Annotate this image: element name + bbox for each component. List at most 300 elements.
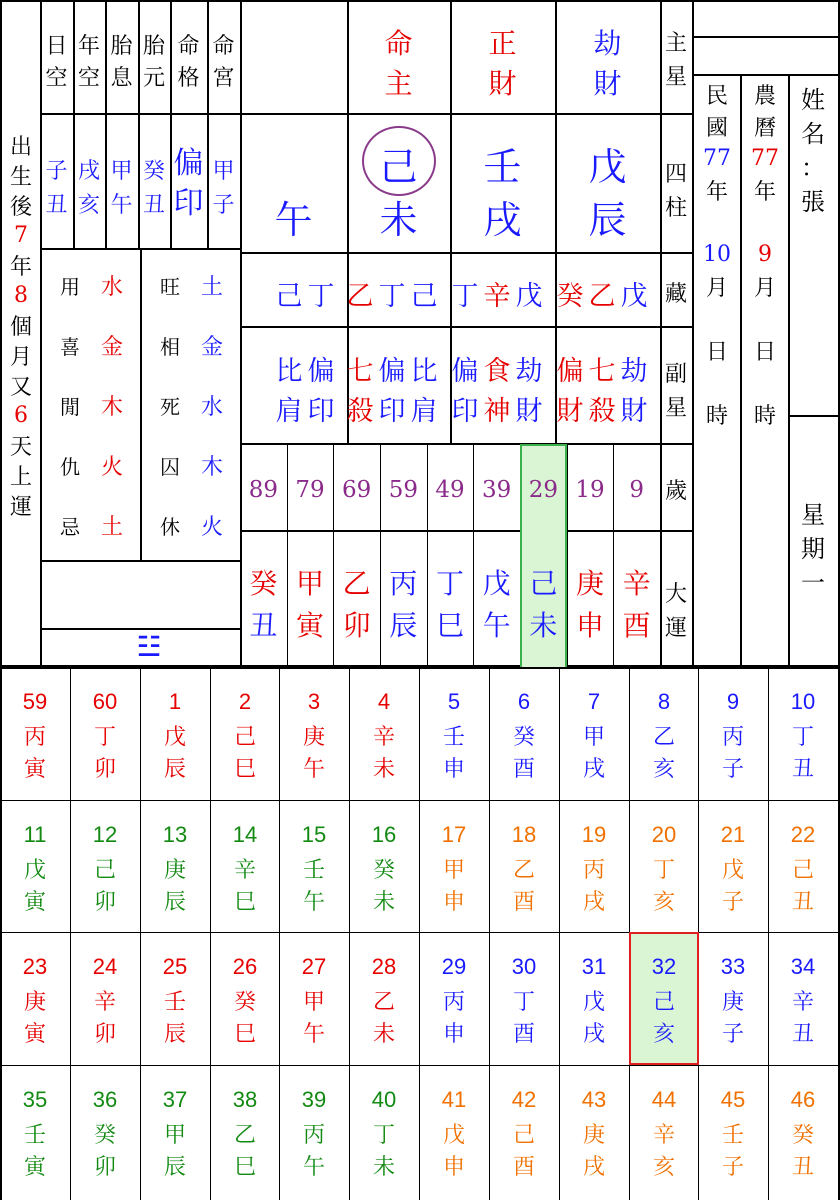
day-master-circle-icon — [362, 126, 436, 196]
sub-star-char: 七 — [346, 355, 374, 387]
year-number: 41 — [441, 1087, 467, 1112]
lunar-date-char: 日 — [753, 339, 776, 365]
gua-name — [170, 632, 210, 662]
year-ganzhi-char: 丑 — [791, 1154, 814, 1180]
year-ganzhi-char: 子 — [721, 1021, 744, 1047]
grid-line — [140, 248, 142, 560]
year-ganzhi-char: 甲 — [163, 1122, 186, 1148]
year-ganzhi-char: 丙 — [442, 989, 465, 1015]
year-ganzhi-char: 壬 — [302, 857, 325, 883]
year-ganzhi-char: 卯 — [93, 756, 116, 782]
margin-char: 生 — [9, 164, 32, 190]
year-ganzhi-char: 亥 — [652, 1154, 675, 1180]
nongli-char: 77 — [751, 145, 779, 171]
year-number: 40 — [371, 1087, 397, 1112]
sub-star-char: 神 — [483, 395, 511, 427]
luck-branch: 午 — [482, 609, 511, 642]
year-ganzhi-char: 未 — [372, 756, 395, 782]
grid-line — [240, 530, 692, 532]
lunar-date-char: 9 — [758, 241, 772, 267]
year-number: 5 — [447, 689, 461, 714]
year-ganzhi-char: 癸 — [791, 1122, 814, 1148]
year-ganzhi-char: 辰 — [163, 1021, 186, 1047]
year-ganzhi-char: 戊 — [582, 989, 605, 1015]
luck-stem: 己 — [529, 567, 558, 600]
element-label: 死 — [160, 394, 180, 419]
small-value-char: 丑 — [45, 192, 68, 218]
sub-star-char: 劫 — [620, 355, 648, 387]
year-ganzhi-char: 亥 — [652, 756, 675, 782]
nongli-char: 農 — [753, 83, 776, 109]
year-number: 14 — [232, 822, 258, 847]
element-value: 火 — [100, 454, 123, 480]
year-ganzhi-char: 甲 — [582, 724, 605, 750]
year-ganzhi-char: 壬 — [23, 1122, 46, 1148]
year-ganzhi-char: 亥 — [652, 1021, 675, 1047]
year-ganzhi-char: 卯 — [93, 1154, 116, 1180]
luck-branch: 丑 — [249, 609, 278, 642]
margin-char: 後 — [9, 194, 32, 220]
sub-star-char: 殺 — [588, 395, 616, 427]
element-label: 喜 — [60, 334, 80, 359]
pillar-branch: 未 — [379, 197, 418, 242]
year-ganzhi-char: 辛 — [93, 989, 116, 1015]
grid-line — [0, 667, 840, 669]
label-age: 歲 — [664, 478, 687, 504]
direction-text — [70, 632, 130, 662]
luck-branch: 辰 — [389, 609, 418, 642]
margin-char: 又 — [9, 374, 32, 400]
year-ganzhi-char: 巳 — [233, 1154, 256, 1180]
year-ganzhi-char: 戊 — [163, 724, 186, 750]
minguo-char: 民 — [705, 83, 728, 109]
year-ganzhi-char: 未 — [372, 1154, 395, 1180]
sub-star-char: 印 — [378, 395, 406, 427]
element-value: 水 — [200, 394, 223, 420]
grid-line — [0, 0, 840, 2]
year-number: 9 — [726, 689, 740, 714]
year-ganzhi-char: 未 — [372, 1021, 395, 1047]
year-number: 21 — [720, 822, 746, 847]
element-value: 金 — [100, 334, 123, 360]
name-char: 張 — [801, 187, 825, 216]
name-char: 姓 — [801, 85, 825, 114]
solar-date-char: 時 — [705, 403, 728, 429]
element-value: 土 — [200, 274, 223, 300]
year-ganzhi-char: 己 — [512, 1122, 535, 1148]
year-label — [694, 38, 840, 72]
lunar-date-char: 月 — [753, 275, 776, 301]
element-label: 用 — [60, 274, 80, 299]
year-ganzhi-char: 己 — [93, 857, 116, 883]
year-number: 30 — [511, 954, 537, 979]
pillar-stem: 戊 — [588, 144, 627, 189]
luck-age: 29 — [528, 477, 558, 503]
year-ganzhi-char: 戌 — [582, 1021, 605, 1047]
element-value: 火 — [200, 514, 223, 540]
lunar-date-char: 時 — [753, 403, 776, 429]
sub-star-char: 偏 — [378, 355, 406, 387]
sub-star-char: 劫 — [515, 355, 543, 387]
year-number: 31 — [581, 954, 607, 979]
label-four-pillars: 四 — [664, 161, 687, 187]
luck-stem: 辛 — [622, 567, 651, 600]
year-ganzhi-char: 丙 — [23, 724, 46, 750]
solar-date-char: 10 — [703, 241, 731, 267]
label-sub-star: 星 — [664, 395, 687, 421]
year-ganzhi-char: 丁 — [93, 724, 116, 750]
year-ganzhi-char: 庚 — [23, 989, 46, 1015]
hidden-stem: 戊 — [515, 280, 543, 312]
year-ganzhi-char: 寅 — [23, 1021, 46, 1047]
year-ganzhi-char: 庚 — [302, 724, 325, 750]
year-ganzhi-char: 丙 — [302, 1122, 325, 1148]
year-ganzhi-char: 午 — [302, 756, 325, 782]
year-ganzhi-char: 癸 — [512, 724, 535, 750]
year-ganzhi-char: 申 — [442, 1021, 465, 1047]
sub-star-char: 七 — [588, 355, 616, 387]
margin-char: 月 — [9, 344, 32, 370]
element-label: 忌 — [60, 514, 80, 539]
luck-branch: 酉 — [622, 609, 651, 642]
lunar-date-char — [742, 366, 788, 398]
label-sub-star: 副 — [664, 361, 687, 387]
sub-star-char: 殺 — [346, 395, 374, 427]
year-ganzhi-char: 午 — [302, 1154, 325, 1180]
weekday-char: 星 — [801, 500, 825, 529]
sub-star-char: 偏 — [556, 355, 584, 387]
margin-char: 出 — [9, 134, 32, 160]
grid-line — [692, 74, 840, 76]
year-number: 12 — [92, 822, 118, 847]
solar-date-char — [694, 366, 740, 398]
year-ganzhi-char: 辛 — [233, 857, 256, 883]
small-header-char: 年 — [77, 33, 100, 59]
minus-value — [80, 598, 220, 628]
year-ganzhi-char: 丙 — [582, 857, 605, 883]
hidden-stem: 丁 — [451, 280, 479, 312]
year-ganzhi-char: 庚 — [582, 1122, 605, 1148]
pillar-header-char: 劫 — [593, 27, 622, 60]
year-number: 16 — [371, 822, 397, 847]
label-luck: 大 — [664, 581, 687, 607]
small-header-char: 空 — [77, 65, 100, 91]
pillar-header-char: 命 — [384, 27, 413, 60]
grid-line — [788, 415, 840, 417]
sub-star-char: 比 — [410, 355, 438, 387]
grid-line — [240, 113, 692, 115]
year-number: 28 — [371, 954, 397, 979]
margin-char: 8 — [14, 282, 28, 308]
grid-line — [240, 252, 692, 254]
margin-char: 天 — [9, 434, 32, 460]
year-number: 43 — [581, 1087, 607, 1112]
year-number: 42 — [511, 1087, 537, 1112]
year-ganzhi-char: 戊 — [721, 857, 744, 883]
small-value-char: 甲 — [212, 158, 235, 184]
small-value-char: 亥 — [77, 192, 100, 218]
year-ganzhi-char: 癸 — [233, 989, 256, 1015]
year-number: 23 — [22, 954, 48, 979]
margin-char: 上 — [9, 464, 32, 490]
luck-stem: 甲 — [295, 567, 324, 600]
pillar-header-char: 正 — [488, 27, 517, 60]
year-ganzhi-char: 壬 — [163, 989, 186, 1015]
margin-char: 個 — [9, 314, 32, 340]
year-number: 25 — [162, 954, 188, 979]
year-number: 59 — [22, 689, 48, 714]
small-value-char: 甲 — [110, 158, 133, 184]
year-number: 27 — [301, 954, 327, 979]
year-number: 17 — [441, 822, 467, 847]
grid-line — [0, 800, 840, 801]
hidden-stem: 己 — [275, 280, 303, 312]
year-ganzhi-char: 辛 — [652, 1122, 675, 1148]
year-number: 1 — [168, 689, 182, 714]
margin-char: 6 — [14, 402, 28, 428]
year-number: 15 — [301, 822, 327, 847]
luck-branch: 寅 — [295, 609, 324, 642]
year-number: 36 — [92, 1087, 118, 1112]
hidden-stem: 丁 — [307, 280, 335, 312]
minguo-char: 年 — [705, 179, 728, 205]
margin-char: 運 — [9, 494, 32, 520]
luck-stem: 癸 — [249, 567, 278, 600]
year-ganzhi-char: 戊 — [442, 1122, 465, 1148]
element-label: 相 — [160, 334, 180, 359]
year-ganzhi-char: 庚 — [163, 857, 186, 883]
sub-star-char: 肩 — [410, 395, 438, 427]
year-ganzhi-char: 乙 — [372, 989, 395, 1015]
sub-star-char: 印 — [451, 395, 479, 427]
year-number: 24 — [92, 954, 118, 979]
year-ganzhi-char: 酉 — [512, 1154, 535, 1180]
pillar-branch: 午 — [274, 197, 313, 242]
pillar-branch: 辰 — [588, 197, 627, 242]
year-ganzhi-char: 丑 — [791, 889, 814, 915]
pillar-stem: 己 — [379, 144, 418, 189]
grid-line — [240, 326, 692, 328]
solar-date-char: 日 — [705, 339, 728, 365]
grid-line — [660, 0, 662, 665]
small-header-char: 息 — [110, 65, 133, 91]
luck-age: 79 — [295, 477, 325, 503]
sub-star-char: 財 — [556, 395, 584, 427]
year-ganzhi-char: 酉 — [512, 1021, 535, 1047]
year-number: 38 — [232, 1087, 258, 1112]
year-ganzhi-char: 卯 — [93, 1021, 116, 1047]
year-ganzhi-char: 甲 — [442, 857, 465, 883]
small-header-char: 命 — [177, 33, 200, 59]
luck-age: 39 — [482, 477, 512, 503]
zodiac — [696, 4, 752, 34]
label-hidden: 藏 — [664, 281, 687, 307]
small-value-char: 戌 — [77, 158, 100, 184]
minguo-char: 77 — [703, 145, 731, 171]
small-value-char: 午 — [110, 192, 133, 218]
element-value: 金 — [200, 334, 223, 360]
gua-symbol-icon: ☳ — [136, 629, 162, 663]
sub-star-char: 財 — [515, 395, 543, 427]
small-value-char: 丑 — [142, 192, 165, 218]
luck-age: 89 — [248, 477, 278, 503]
hidden-stem: 乙 — [588, 280, 616, 312]
element-value: 木 — [100, 394, 123, 420]
year-ganzhi-char: 丙 — [721, 724, 744, 750]
luck-age: 59 — [388, 477, 418, 503]
year-number: 4 — [377, 689, 391, 714]
small-value-char: 偏 — [173, 146, 204, 181]
year-ganzhi-char: 巳 — [233, 889, 256, 915]
year-ganzhi-char: 乙 — [512, 857, 535, 883]
year-ganzhi-char: 辛 — [791, 989, 814, 1015]
luck-branch: 巳 — [435, 609, 464, 642]
year-ganzhi-char: 辰 — [163, 756, 186, 782]
year-ganzhi-char: 乙 — [652, 724, 675, 750]
lunar-date-char — [742, 302, 788, 334]
luck-stem: 丙 — [389, 567, 418, 600]
label-four-pillars: 柱 — [664, 195, 687, 221]
luck-stem: 庚 — [575, 567, 604, 600]
sub-star-char: 偏 — [307, 355, 335, 387]
year-number: 7 — [587, 689, 601, 714]
element-value: 水 — [100, 274, 123, 300]
year-ganzhi-char: 申 — [442, 756, 465, 782]
element-label: 休 — [160, 514, 180, 539]
year-ganzhi-char: 庚 — [721, 989, 744, 1015]
minguo-char: 國 — [705, 115, 728, 141]
margin-char: 年 — [9, 254, 32, 280]
year-ganzhi-char: 戊 — [23, 857, 46, 883]
year-number: 45 — [720, 1087, 746, 1112]
year-number: 37 — [162, 1087, 188, 1112]
hidden-stem: 丁 — [378, 280, 406, 312]
luck-age: 49 — [435, 477, 465, 503]
year-ganzhi-char: 癸 — [372, 857, 395, 883]
pillar-branch: 戌 — [483, 197, 522, 242]
year-ganzhi-char: 癸 — [93, 1122, 116, 1148]
hidden-stem: 癸 — [556, 280, 584, 312]
weekday-char: 一 — [801, 568, 825, 597]
year-ganzhi-char: 丑 — [791, 756, 814, 782]
element-label: 閒 — [60, 394, 80, 419]
year-ganzhi-char: 己 — [233, 724, 256, 750]
year-number: 44 — [651, 1087, 677, 1112]
year-number: 20 — [651, 822, 677, 847]
label-luck: 運 — [664, 615, 687, 641]
grid-line — [0, 932, 840, 933]
year-number: 35 — [22, 1087, 48, 1112]
year-ganzhi-char: 子 — [721, 889, 744, 915]
year-ganzhi-char: 乙 — [233, 1122, 256, 1148]
year-ganzhi-char: 戌 — [582, 1154, 605, 1180]
year-ganzhi-char: 亥 — [652, 889, 675, 915]
year-number: 11 — [23, 822, 47, 847]
luck-age: 9 — [629, 477, 644, 503]
luck-branch: 申 — [575, 609, 604, 642]
year-ganzhi-char: 戌 — [582, 889, 605, 915]
grid-line — [0, 1065, 840, 1066]
year-ganzhi-char: 丁 — [791, 724, 814, 750]
small-header-char: 宮 — [212, 65, 235, 91]
small-header-char: 格 — [177, 65, 200, 91]
year-number: 19 — [581, 822, 607, 847]
year-number: 60 — [92, 689, 118, 714]
year-number: 34 — [790, 954, 816, 979]
small-value-char: 癸 — [142, 158, 165, 184]
plus-value — [80, 566, 220, 596]
year-ganzhi-char: 巳 — [233, 756, 256, 782]
year-number: 46 — [790, 1087, 816, 1112]
sub-star-char: 比 — [275, 355, 303, 387]
element-label: 囚 — [160, 454, 180, 479]
year-number: 26 — [232, 954, 258, 979]
luck-stem: 戊 — [482, 567, 511, 600]
year-ganzhi-char: 巳 — [233, 1021, 256, 1047]
year-number: 13 — [162, 822, 188, 847]
margin-char: 7 — [14, 222, 28, 248]
year-ganzhi-char: 未 — [372, 889, 395, 915]
year-number: 39 — [301, 1087, 327, 1112]
luck-stem: 乙 — [342, 567, 371, 600]
small-value-char: 子 — [45, 158, 68, 184]
pillar-header-char: 主 — [384, 67, 413, 100]
solar-date-char: 月 — [705, 275, 728, 301]
year-ganzhi-char: 甲 — [302, 989, 325, 1015]
weekday-char: 期 — [801, 534, 825, 563]
year-number: 2 — [238, 689, 252, 714]
year-number: 33 — [720, 954, 746, 979]
luck-branch: 未 — [529, 609, 558, 642]
year-number: 18 — [511, 822, 537, 847]
year-ganzhi-char: 午 — [302, 1021, 325, 1047]
gender — [775, 4, 837, 34]
pillar-stem: 壬 — [483, 144, 522, 189]
solar-date-char — [694, 302, 740, 334]
nongli-char: 曆 — [753, 115, 776, 141]
year-ganzhi-char: 丁 — [372, 1122, 395, 1148]
small-header-char: 元 — [142, 65, 165, 91]
year-number: 22 — [790, 822, 816, 847]
year-number: 6 — [517, 689, 531, 714]
luck-age: 19 — [575, 477, 605, 503]
year-ganzhi-char: 己 — [652, 989, 675, 1015]
element-label: 旺 — [160, 274, 180, 299]
small-value-char: 印 — [173, 186, 204, 221]
year-ganzhi-char: 丑 — [791, 1021, 814, 1047]
hidden-stem: 戊 — [620, 280, 648, 312]
sub-star-char: 財 — [620, 395, 648, 427]
luck-age: 69 — [342, 477, 372, 503]
sub-star-char: 肩 — [275, 395, 303, 427]
year-ganzhi-char: 酉 — [512, 889, 535, 915]
year-ganzhi-char: 申 — [442, 1154, 465, 1180]
year-ganzhi-char: 辰 — [163, 1154, 186, 1180]
grid-line — [240, 443, 692, 445]
nongli-char: 年 — [753, 179, 776, 205]
year-ganzhi-char: 酉 — [512, 756, 535, 782]
sub-star-char: 食 — [483, 355, 511, 387]
small-header-char: 空 — [45, 65, 68, 91]
element-label: 仇 — [60, 454, 80, 479]
element-value: 土 — [100, 514, 123, 540]
name-char: 名 — [801, 119, 825, 148]
label-main-star: 主 — [664, 30, 687, 56]
year-ganzhi-char: 戌 — [582, 756, 605, 782]
pillar-header-char: 財 — [593, 67, 622, 100]
label-main-star: 星 — [664, 64, 687, 90]
year-ganzhi-char: 寅 — [23, 889, 46, 915]
